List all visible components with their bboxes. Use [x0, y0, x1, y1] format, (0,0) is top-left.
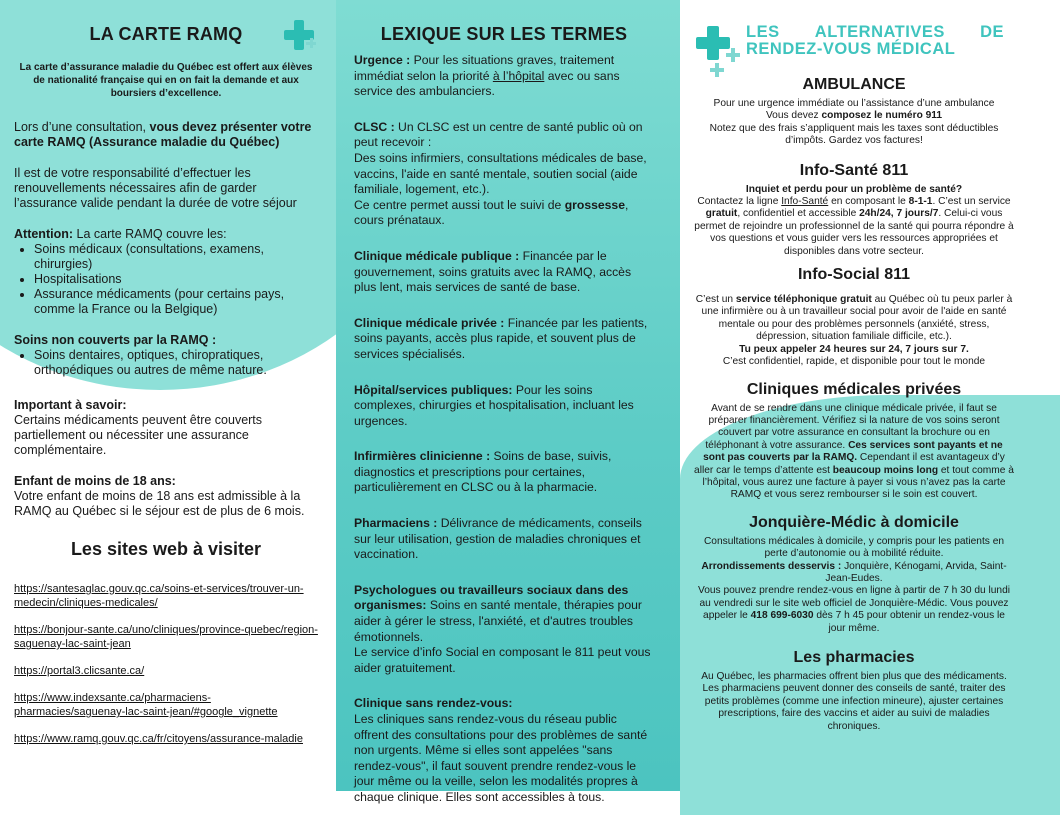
renewal-paragraph: Il est de votre responsabilité d’effectuer les renouvellements nécessaires afin de garder l’assurance valide pendant la durée de votre séjour — [14, 166, 297, 210]
attention-paragraph: Attention: La carte RAMQ couvre les: — [14, 227, 227, 241]
cliniques-privees-title: Cliniques médicales privées — [746, 380, 962, 398]
not-covered-list — [34, 348, 318, 378]
pharmacies-text: Au Québec, les pharmacies offrent bien plus que des médicaments. Les pharmaciens peuvent donner des conseils de santé, traiter des petits problèmes (comme une infection mineure), ajuster certaines prescriptions, faire des vaccins et aider au suivi de maladies chroniques. — [701, 671, 1007, 732]
important-heading: Important à savoir: — [14, 398, 127, 412]
medical-cross-icon — [696, 26, 730, 60]
term-psychologues: Psychologues ou travailleurs sociaux dans des organismes: Soins en santé mentale, thérapies pour aider à gérer le stress, l'anxiété, et d'autres troubles émotionnels. Le service d’info Social en composant le 811 peut vous aider gratuitement. — [354, 582, 651, 675]
link-indexsante[interactable]: https://www.indexsante.ca/pharmaciens-pharmacies/saguenay-lac-saint-jean/#google_vignette — [14, 692, 278, 718]
term-clinique-privee: Clinique médicale privée : Financée par les patients, soins payants, accès plus rapide, et souvent plus de services spécialisés. — [354, 315, 648, 361]
list-item: • Soins dentaires, optiques, chiropratiques, orthopédiques ou autres de même nature. — [34, 348, 318, 378]
info-sante-text: Inquiet et perdu pour un problème de santé? Contactez la ligne Info-Santé en composant le 8-1-1. C’est un service gratuit, confidentiel et accessible 24h/24, 7 jours/7. Celui-ci vous permet de rejoindre un professionnel de la santé qui pourra répondre à vos questions et vous guider vers les ressources appropriées et disponibles dans votre secteur. — [694, 183, 1014, 257]
lexique-title: LEXIQUE SUR LES TERMES — [380, 24, 628, 44]
alternatives-column — [680, 0, 1024, 791]
info-social-title: Info-Social 811 — [797, 266, 911, 284]
list-item: • Hospitalisations — [34, 272, 318, 287]
term-clsc: CLSC : Un CLSC est un centre de santé public où on peut recevoir : Des soins infirmiers, consultations médicales de base, vaccins, l'aide en santé mentale, soutien social (aide familiale, logement, etc.). Ce centre permet aussi tout le suivi de grossesse, cours prénataux. — [354, 119, 647, 228]
links-list — [14, 582, 318, 746]
list-item: • Assurance médicaments (pour certains pays, comme la France ou la Belgique) — [34, 287, 318, 317]
term-clinique-publique: Clinique médicale publique : Financée par le gouvernement, soins gratuits avec la RAMQ, accès plus lent, mais services de santé de base. — [354, 248, 632, 295]
list-item: • Soins médicaux (consultations, examens, chirurgies) — [34, 242, 318, 272]
cliniques-privees-text: Avant de se rendre dans une clinique médicale privée, il faut se préparer financièrement. Vérifiez si la nature de vos soins seront couvert par votre assurance en consultant la brochure ou en téléphonant à votre assurance. Ces services sont payants et ne sont pas couverts par la RAMQ. Cependant il est avantageux d’y aller car le temps d’attente est beaucoup moins long et tout comme à l’hôpital, vous aurez une facture à payer si vous n’avez pas la carte RAMQ et vous serez rembourser si le soin est couvert. — [694, 402, 1014, 501]
link-santesaglac[interactable]: https://santesaglac.gouv.qc.ca/soins-et-services/trouver-un-medecin/cliniques-medicales/ — [14, 583, 304, 609]
presentation-paragraph: Lors d’une consultation, vous devez présenter votre carte RAMQ (Assurance maladie du Québec) — [14, 120, 312, 149]
lexique-column — [336, 0, 680, 804]
child-text: Votre enfant de moins de 18 ans est admissible à la RAMQ au Québec si le séjour est de plus de 6 mois. — [14, 489, 305, 518]
child-heading: Enfant de moins de 18 ans: — [14, 474, 176, 488]
not-covered-heading: Soins non couverts par la RAMQ : — [14, 333, 217, 347]
info-sante-title: Info-Santé 811 — [799, 161, 909, 179]
covered-list — [34, 242, 318, 317]
info-social-text: C’est un service téléphonique gratuit au Québec où tu peux parler à une infirmière ou à un travailleur social pour avoir de l'aide en santé mentale ou pour des problèmes personnels (anxiété, stress, dépression, situation familiale difficile, etc.). Tu peux appeler 24 heures sur 24, 7 jours sur 7. C’est confidentiel, rapide, et disponible pour tout le monde — [695, 294, 1013, 368]
page-title: LA CARTE RAMQ — [89, 24, 243, 44]
alternatives-title: LES ALTERNATIVES DE RENDEZ-VOUS MÉDICAL — [746, 23, 1004, 58]
link-bonjour-sante[interactable]: https://bonjour-sante.ca/uno/cliniques/province-quebec/region-saguenay-lac-saint-jean — [14, 624, 318, 650]
ramq-column — [0, 0, 336, 791]
term-infirmieres: Infirmières clinicienne : Soins de base, suivis, diagnostics et prescriptions pour certaines, particulièrement en CLSC ou à la pharmacie. — [354, 449, 612, 495]
links-title: Les sites web à visiter — [70, 539, 262, 559]
pharmacies-title: Les pharmacies — [793, 649, 915, 666]
jonquiere-medic-text: Consultations médicales à domicile, y compris pour les patients en perte d’autonomie ou à mobilité réduite. Arrondissements desservis : Jonquière, Kénogami, Arvida, Saint-Jean-Eudes. Vous pouvez prendre rendez-vous en ligne à partir de 7 h 30 du lundi au vendredi sur le site web officiel de Jonquière-Médic. Vous pouvez appeler le 418 699-6030 dès 7 h 45 pour obtenir un rendez-vous le jour même. — [697, 535, 1011, 634]
ambulance-text: Pour une urgence immédiate ou l’assistance d’une ambulance Vous devez composez le numéro 911 Notez que des frais s’appliquent mais les taxes sont déductibles d’impôts. Gardez vos factures! — [709, 98, 999, 147]
medical-cross-icon — [726, 48, 740, 62]
link-ramq[interactable]: https://www.ramq.gouv.qc.ca/fr/citoyens/assurance-maladie — [14, 733, 303, 745]
term-pharmaciens: Pharmaciens : Délivrance de médicaments, conseils sur leur utilisation, gestion de maladies chroniques et vaccination. — [354, 516, 642, 562]
term-sans-rendez-vous: Clinique sans rendez-vous: Les cliniques sans rendez-vous du réseau public offrent des consultations pour des problèmes de santé non urgents. Même si elles sont appelées "sans rendez-vous", il faut souvent prendre rendez-vous le jour même ou la veille, selon les modalités propres à chaque clinique. Elles sont accessibles à tous. — [354, 696, 648, 804]
intro-text: La carte d’assurance maladie du Québec est offert aux élèves de nationalité française qui en on fait la demande et aux boursiers d’excellence. — [19, 62, 313, 99]
term-hopital: Hôpital/services publiques: Pour les soins complexes, chirurgies et hospitalisation, incluant les urgences. — [354, 382, 634, 428]
jonquiere-medic-title: Jonquière-Médic à domicile — [749, 513, 959, 531]
important-text: Certains médicaments peuvent être couverts partiellement ou nécessiter une assurance complémentaire. — [14, 413, 263, 457]
link-clicsante[interactable]: https://portal3.clicsante.ca/ — [14, 665, 145, 677]
ambulance-title: AMBULANCE — [802, 76, 906, 93]
term-urgence: Urgence : Pour les situations graves, traitement immédiat selon la priorité à l’hôpital avec ou sans service des ambulanciers. — [354, 53, 620, 99]
